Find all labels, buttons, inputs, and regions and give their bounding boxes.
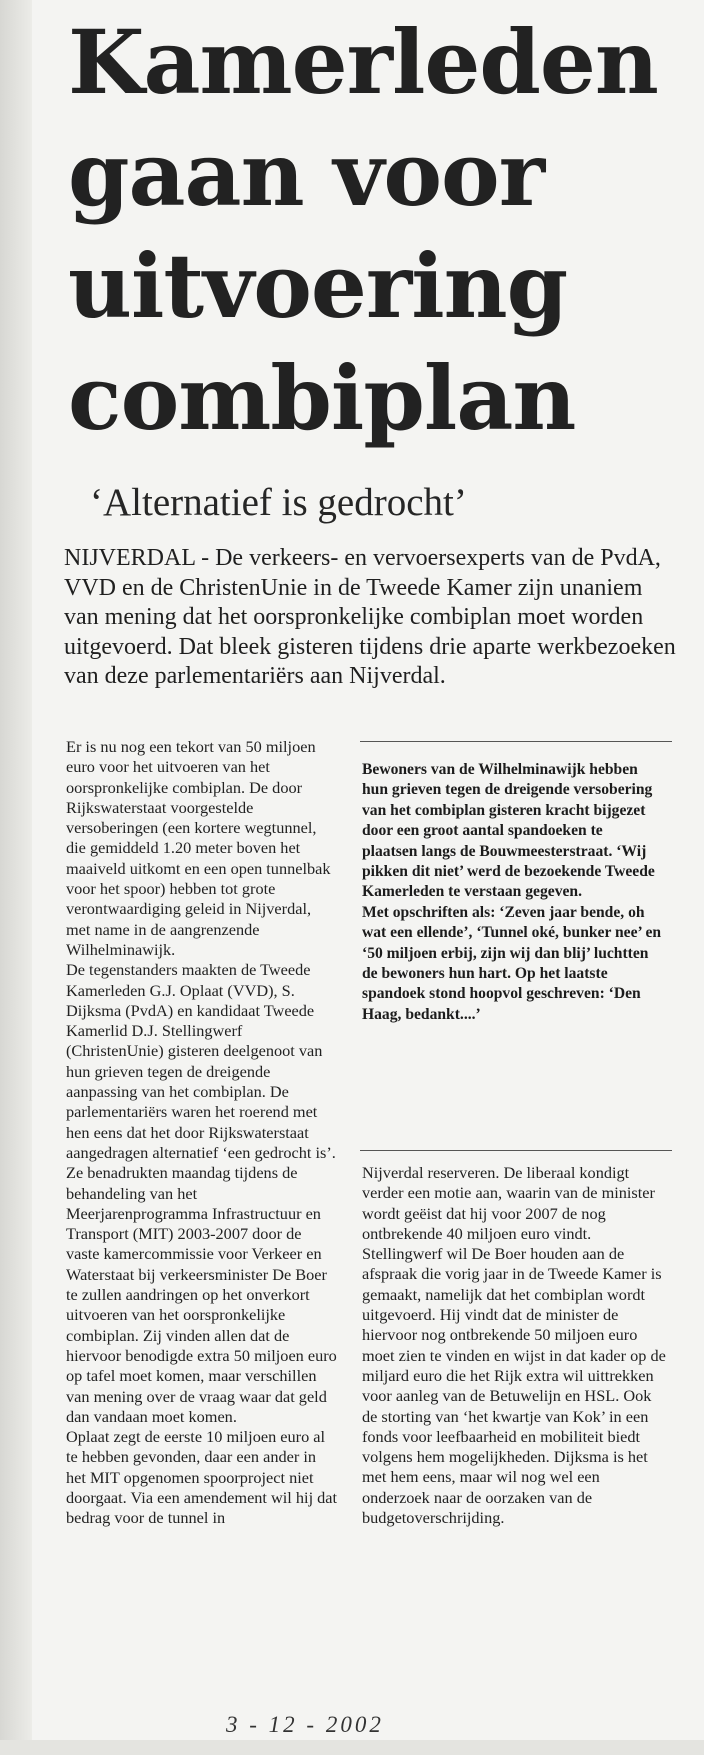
subheadline: ‘Alternatief is gedrocht’ [90, 481, 467, 524]
paragraph: De tegenstanders maakten de Tweede Kamerleden G.J. Oplaat (VVD), S. Dijksma (PvdA) en kandidaat Tweede Kamerlid D.J. Stellingwerf (ChristenUnie) gisteren deelgenoot van hun grieven tegen de dreigende aanpassing van het combiplan. De parlementariërs waren het roerend met hen eens dat het door Rijkswaterstaat aangedragen alternatief ‘een gedrocht is’. [66, 960, 336, 1162]
handwritten-date: 3 - 12 - 2002 [226, 1712, 384, 1737]
scan-bottom-edge [0, 1740, 704, 1755]
scan-edge [0, 0, 32, 1755]
paragraph: Stellingwerf wil De Boer houden aan de afspraak die vorig jaar in de Tweede Kamer is gemaakt, namelijk dat het combiplan wordt uitgevoerd. Hij vindt dat de minister de hiervoor nog ontbrekende 50 miljoen euro moet zien te vinden en wijst in dat kader op de miljard euro die het Rijk extra wil uittrekken voor aanleg van de Betuwelijn en HSL. Ook de storting van ‘het kwartje van Kok’ in een fonds voor leefbaarheid en mobiliteit biedt volgens hem mogelijkheden. Dijksma is het met hem eens, maar wil nog wel een onderzoek naar de oorzaken van de budgetoverschrijding. [362, 1244, 666, 1528]
headline-line: Kamerleden [68, 10, 658, 114]
paragraph: Oplaat zegt de eerste 10 miljoen euro al te hebben gevonden, daar een ander in het MIT opgenomen spoorproject niet doorgaat. Via een amendement wil hij dat bedrag voor de tunnel in [66, 1427, 338, 1528]
right-column [362, 1163, 666, 1528]
quote-box [362, 760, 662, 1025]
quote-box-top-rule [360, 741, 672, 742]
quote-paragraph: Met opschriften als: ‘Zeven jaar bende, oh wat een ellende’, ‘Tunnel oké, bunker nee’ en ‘50 miljoen erbij, zijn wij dan blij’ luchtten de bewoners hun hart. Op het laatste spandoek stond hoopvol geschreven: ‘Den Haag, bedankt....’ [362, 903, 662, 1023]
left-column [66, 737, 338, 1529]
lead-paragraph: NIJVERDAL - De verkeers- en vervoersexperts van de PvdA, VVD en de ChristenUnie in de Tweede Kamer zijn unaniem van mening dat het oorspronkelijke combiplan moet worden uitgevoerd. Dat bleek gisteren tijdens drie aparte werkbezoeken van deze parlementariërs aan Nijverdal. [64, 545, 676, 689]
paragraph: Nijverdal reserveren. De liberaal kondigt verder een motie aan, waarin van de minister wordt geëist dat hij voor 2007 de nog ontbrekende 40 miljoen euro vindt. [362, 1163, 655, 1243]
quote-box-bottom-rule [360, 1150, 672, 1151]
headline [68, 6, 668, 454]
paragraph: Er is nu nog een tekort van 50 miljoen euro voor het uitvoeren van het oorspronkelijke combiplan. De door Rijkswaterstaat voorgestelde versoberingen (een kortere wegtunnel, die gemiddeld 1.20 meter boven het maaiveld uitkomt en een open tunnelbak voor het spoor) hebben tot grote verontwaardiging geleid in Nijverdal, met name in de aangrenzende Wilhelminawijk. [66, 737, 331, 959]
headline-line: gaan voor [68, 122, 545, 226]
quote-paragraph: Bewoners van de Wilhelminawijk hebben hun grieven tegen de dreigende versobering van het combiplan gisteren kracht bijgezet door een groot aantal spandoeken te plaatsen langs de Bouwmeesterstraat. ‘Wij pikken dit niet’ werd de bezoekende Tweede Kamerleden te verstaan gegeven. [362, 761, 655, 901]
headline-line: combiplan [68, 346, 576, 450]
paragraph: Ze benadrukten maandag tijdens de behandeling van het Meerjarenprogramma Infrastructuur en Transport (MIT) 2003-2007 door de vaste kamercommissie voor Verkeer en Waterstaat bij verkeersminister De Boer te zullen aandringen op het onverkort uitvoeren van het oorspronkelijke combiplan. Zij vinden allen dat de hiervoor benodigde extra 50 miljoen euro op tafel moet komen, maar verschillen van mening over de vraag waar dat geld dan vandaan moet komen. [66, 1163, 337, 1426]
headline-line: uitvoering [68, 234, 568, 338]
